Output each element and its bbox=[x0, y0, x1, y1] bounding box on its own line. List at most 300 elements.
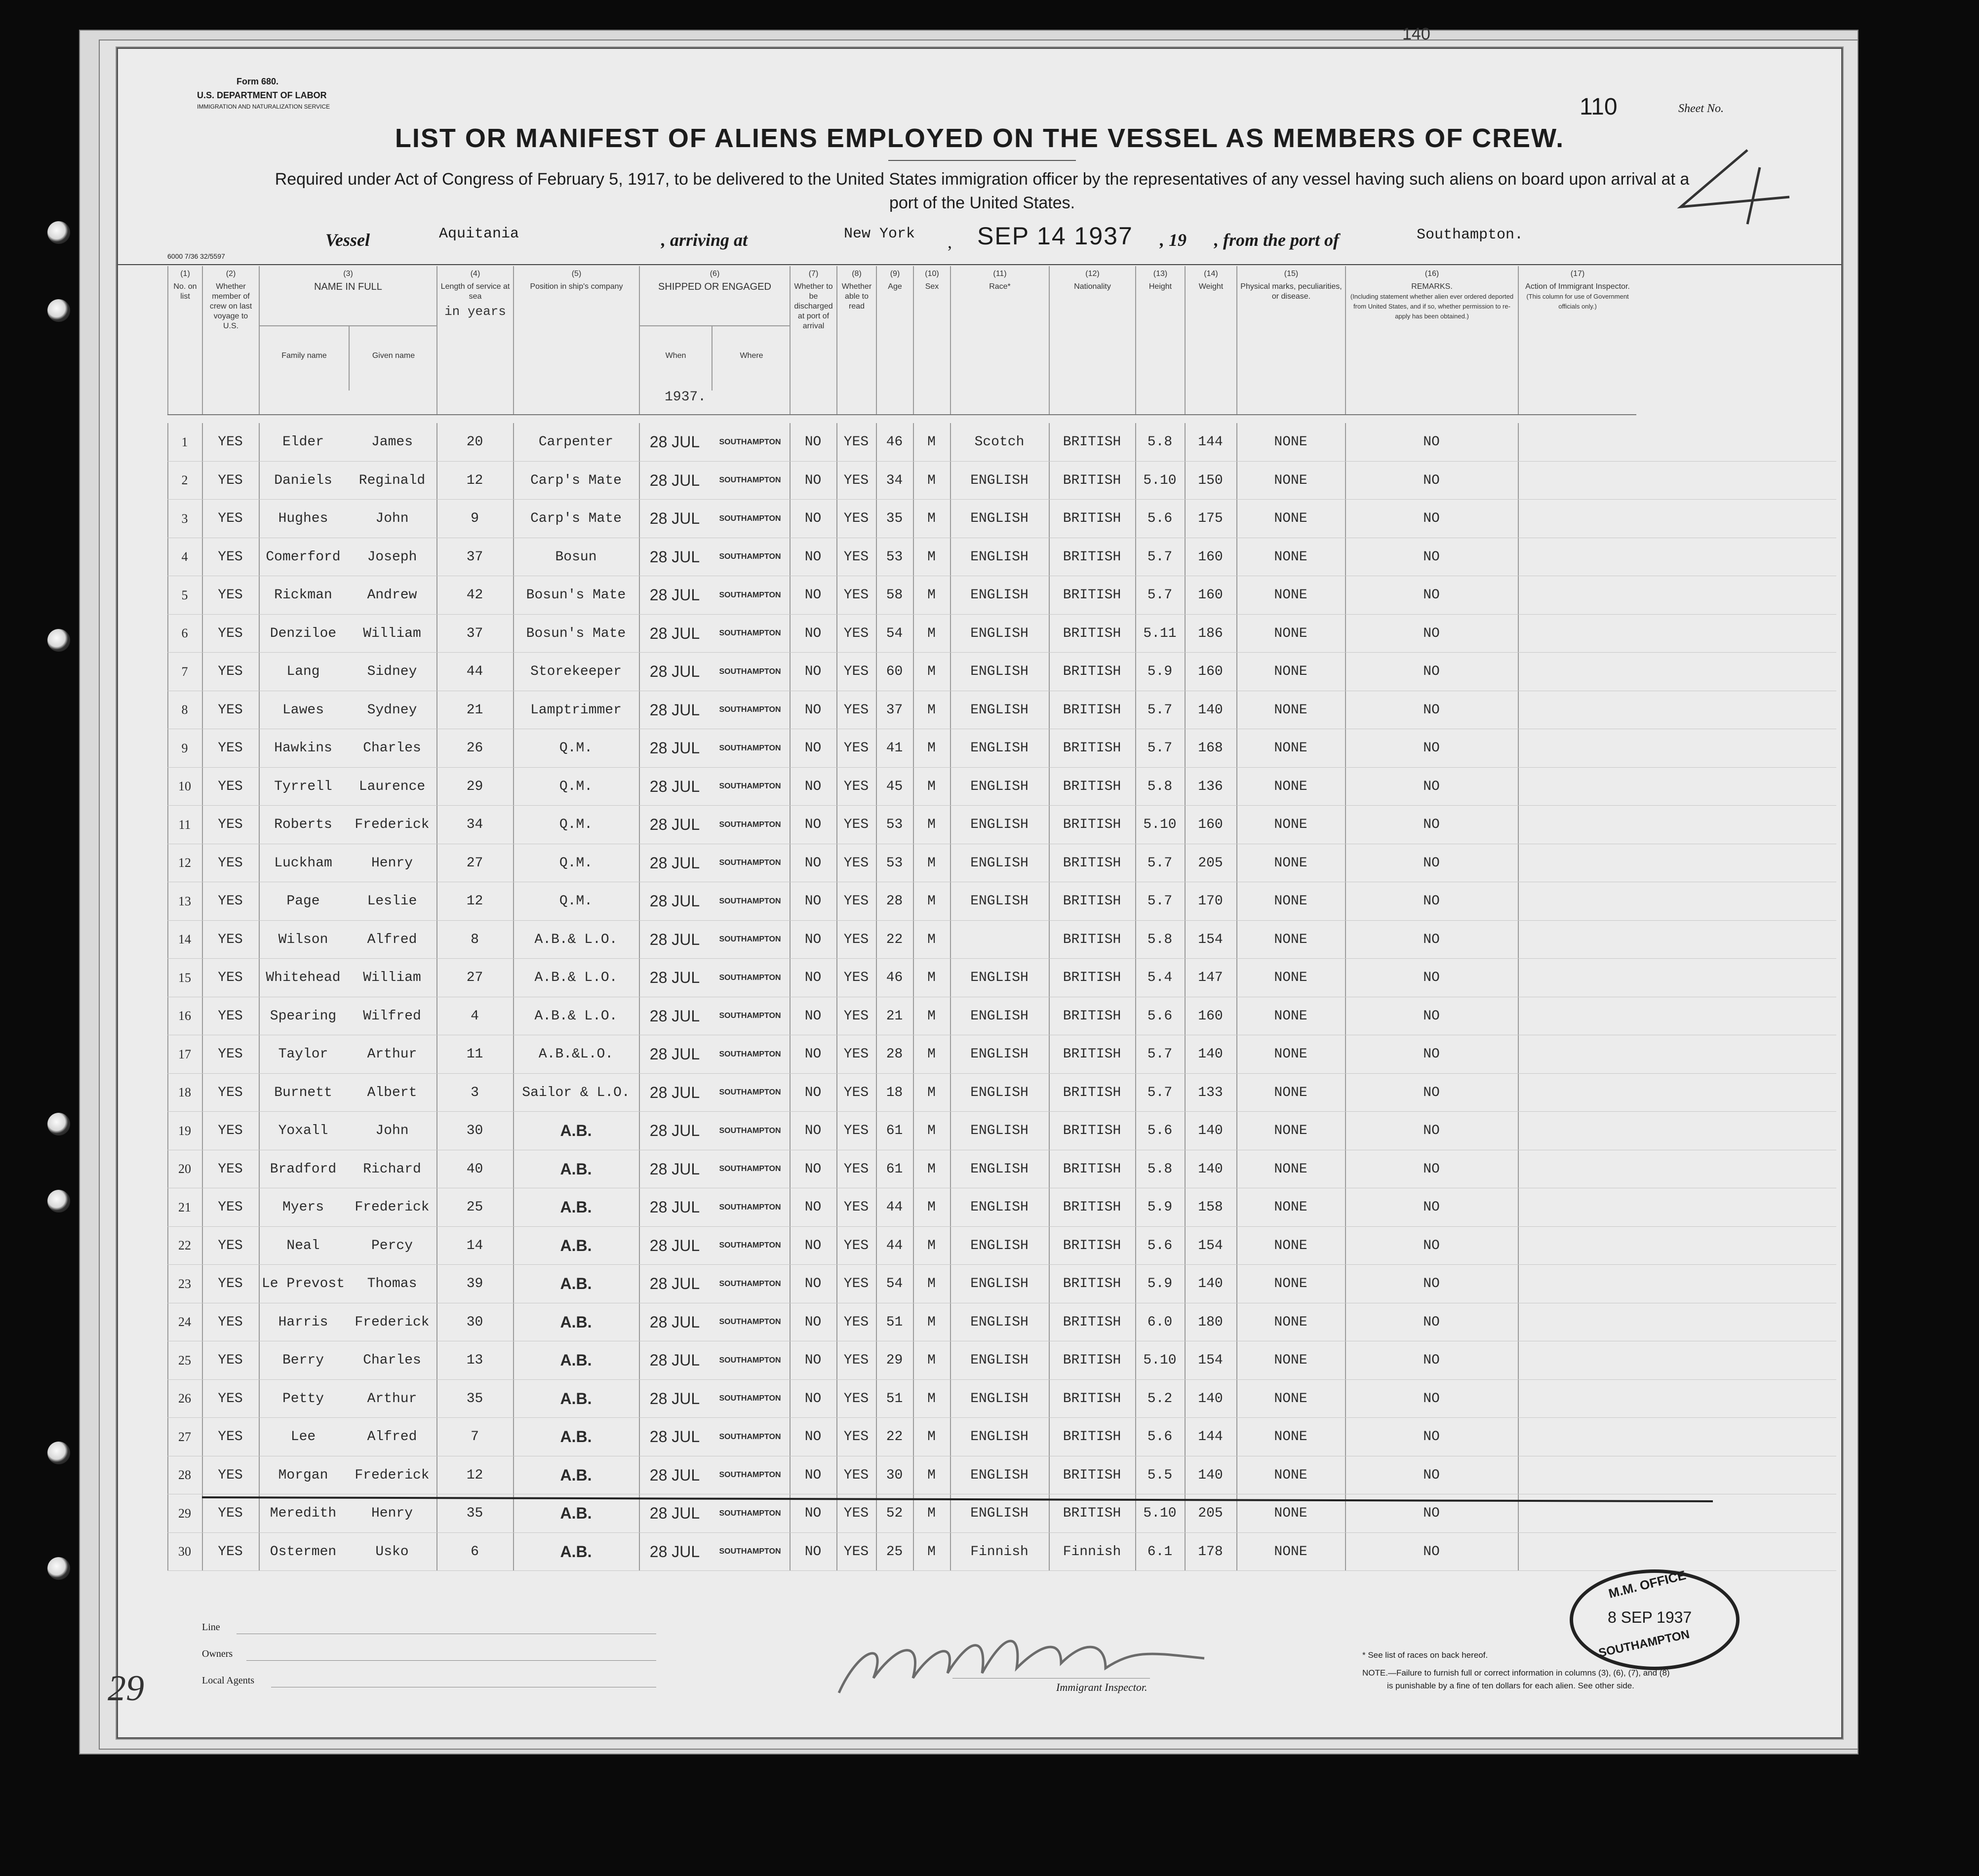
column-label: Race* bbox=[989, 282, 1011, 291]
cell-marks: NONE bbox=[1274, 1238, 1307, 1253]
cell-remarks: NO bbox=[1423, 970, 1440, 986]
cell-service: 34 bbox=[466, 817, 483, 833]
cell-where: SOUTHAMPTON bbox=[719, 1203, 781, 1212]
cell-when: 28 JUL bbox=[649, 1083, 700, 1101]
cell-no: 25 bbox=[178, 1353, 191, 1368]
column-divider bbox=[1518, 615, 1636, 653]
cell-service: 7 bbox=[471, 1429, 479, 1445]
cell-height: 5.6 bbox=[1147, 1008, 1173, 1024]
column-number: (10) bbox=[925, 270, 939, 278]
cell-sex: M bbox=[927, 741, 936, 756]
cell-when: 28 JUL bbox=[649, 1542, 700, 1561]
cell-position: Q.M. bbox=[559, 894, 593, 909]
departure-port: Southampton. bbox=[1417, 227, 1524, 243]
cell-nationality: Finnish bbox=[1063, 1544, 1121, 1560]
cell-position: Bosun bbox=[555, 549, 597, 565]
column-header bbox=[1049, 266, 1135, 414]
cell-sex: M bbox=[927, 1008, 936, 1024]
cell-nationality: BRITISH bbox=[1063, 1085, 1121, 1100]
cell-nationality: BRITISH bbox=[1063, 1008, 1121, 1024]
cell-discharged: NO bbox=[804, 1161, 822, 1177]
cell-read: YES bbox=[843, 1047, 869, 1062]
cell-read: YES bbox=[843, 1391, 869, 1407]
cell-last-voyage: YES bbox=[218, 1506, 243, 1522]
race-footnote: * See list of races on back hereof. bbox=[1362, 1650, 1488, 1660]
cell-service: 8 bbox=[471, 932, 479, 947]
cell-given: Thomas bbox=[367, 1276, 417, 1292]
cell-last-voyage: YES bbox=[218, 855, 243, 871]
cell-sex: M bbox=[927, 1544, 936, 1560]
cell-given: Charles bbox=[363, 1353, 421, 1368]
year-note: 1937. bbox=[665, 390, 707, 405]
cell-nationality: BRITISH bbox=[1063, 1238, 1121, 1253]
cell-marks: NONE bbox=[1274, 894, 1307, 909]
cell-discharged: NO bbox=[804, 1467, 822, 1483]
cell-last-voyage: YES bbox=[218, 1085, 243, 1100]
cell-discharged: NO bbox=[804, 702, 822, 718]
cell-where: SOUTHAMPTON bbox=[719, 552, 781, 561]
cell-position: A.B. bbox=[560, 1504, 592, 1523]
cell-service: 29 bbox=[466, 779, 483, 794]
cell-remarks: NO bbox=[1423, 741, 1440, 756]
cell-weight: 178 bbox=[1198, 1544, 1223, 1560]
cell-where: SOUTHAMPTON bbox=[719, 743, 781, 752]
cell-weight: 150 bbox=[1198, 472, 1223, 488]
column-number: (11) bbox=[993, 270, 1007, 278]
cell-where: SOUTHAMPTON bbox=[719, 629, 781, 638]
cell-given: Sydney bbox=[367, 702, 417, 718]
stamp-bottom-text: SOUTHAMPTON bbox=[1597, 1627, 1691, 1660]
cell-nationality: BRITISH bbox=[1063, 1353, 1121, 1368]
cell-service: 42 bbox=[466, 587, 483, 603]
cell-service: 25 bbox=[466, 1200, 483, 1215]
cell-when: 28 JUL bbox=[649, 433, 700, 451]
cell-marks: NONE bbox=[1274, 434, 1307, 450]
cell-position: Bosun's Mate bbox=[526, 625, 626, 641]
cell-when: 28 JUL bbox=[649, 1160, 700, 1178]
cell-read: YES bbox=[843, 434, 869, 450]
cell-weight: 154 bbox=[1198, 932, 1223, 947]
cell-remarks: NO bbox=[1423, 511, 1440, 527]
column-divider bbox=[1518, 1303, 1636, 1342]
cell-remarks: NO bbox=[1423, 1161, 1440, 1177]
column-header bbox=[836, 266, 876, 414]
cell-sex: M bbox=[927, 970, 936, 986]
cell-position: A.B. bbox=[560, 1389, 592, 1407]
cell-race: ENGLISH bbox=[970, 511, 1029, 527]
cell-discharged: NO bbox=[804, 1544, 822, 1560]
cell-where: SOUTHAMPTON bbox=[719, 1356, 781, 1365]
column-subheaders bbox=[640, 325, 790, 391]
cell-last-voyage: YES bbox=[218, 741, 243, 756]
cell-when: 28 JUL bbox=[649, 1045, 700, 1063]
cell-when: 28 JUL bbox=[649, 1389, 700, 1407]
cell-marks: NONE bbox=[1274, 817, 1307, 833]
cell-where: SOUTHAMPTON bbox=[719, 1432, 781, 1441]
cell-service: 37 bbox=[466, 549, 483, 565]
cell-position: Sailor & L.O. bbox=[522, 1085, 630, 1100]
cell-position: A.B. bbox=[560, 1236, 592, 1254]
cell-family: Lang bbox=[286, 664, 320, 680]
column-label: Height bbox=[1148, 282, 1172, 291]
cell-sex: M bbox=[927, 1506, 936, 1522]
crew-row bbox=[167, 653, 1636, 691]
cell-family: Rickman bbox=[274, 587, 332, 603]
cell-service: 44 bbox=[466, 664, 483, 680]
cell-race: ENGLISH bbox=[970, 1506, 1029, 1522]
cell-family: Wilson bbox=[278, 932, 328, 947]
cell-remarks: NO bbox=[1423, 1238, 1440, 1253]
cell-nationality: BRITISH bbox=[1063, 1391, 1121, 1407]
column-divider bbox=[1518, 921, 1636, 959]
cell-remarks: NO bbox=[1423, 1047, 1440, 1062]
column-number: (1) bbox=[180, 270, 190, 278]
cell-race: ENGLISH bbox=[970, 741, 1029, 756]
cell-race: ENGLISH bbox=[970, 587, 1029, 603]
cell-last-voyage: YES bbox=[218, 1008, 243, 1024]
cell-where: SOUTHAMPTON bbox=[719, 1126, 781, 1135]
cell-remarks: NO bbox=[1423, 1200, 1440, 1215]
binder-hole bbox=[47, 1190, 70, 1212]
crew-row bbox=[167, 1533, 1636, 1571]
cell-race: ENGLISH bbox=[970, 1391, 1029, 1407]
cell-nationality: BRITISH bbox=[1063, 1467, 1121, 1483]
cell-where: SOUTHAMPTON bbox=[719, 820, 781, 829]
cell-sex: M bbox=[927, 587, 936, 603]
cell-position: A.B. bbox=[560, 1160, 592, 1178]
cell-last-voyage: YES bbox=[218, 1123, 243, 1139]
cell-discharged: NO bbox=[804, 1391, 822, 1407]
cell-nationality: BRITISH bbox=[1063, 587, 1121, 603]
cell-sex: M bbox=[927, 1200, 936, 1215]
cell-weight: 168 bbox=[1198, 741, 1223, 756]
cell-weight: 140 bbox=[1198, 1161, 1223, 1177]
cell-marks: NONE bbox=[1274, 1467, 1307, 1483]
cell-discharged: NO bbox=[804, 549, 822, 565]
cell-weight: 170 bbox=[1198, 894, 1223, 909]
cell-height: 5.7 bbox=[1147, 587, 1173, 603]
cell-service: 35 bbox=[466, 1506, 483, 1522]
title-rule bbox=[888, 160, 1076, 161]
column-number: (6) bbox=[710, 270, 720, 278]
cell-service: 39 bbox=[466, 1276, 483, 1292]
cell-weight: 133 bbox=[1198, 1085, 1223, 1100]
cell-given: William bbox=[363, 625, 421, 641]
cell-marks: NONE bbox=[1274, 1200, 1307, 1215]
cell-sex: M bbox=[927, 549, 936, 565]
cell-remarks: NO bbox=[1423, 472, 1440, 488]
cell-marks: NONE bbox=[1274, 1008, 1307, 1024]
cell-family: Harris bbox=[278, 1314, 328, 1330]
cell-nationality: BRITISH bbox=[1063, 1314, 1121, 1330]
cell-when: 28 JUL bbox=[649, 509, 700, 528]
cell-when: 28 JUL bbox=[649, 1428, 700, 1446]
column-label: Whether able to read bbox=[841, 282, 872, 311]
cell-last-voyage: YES bbox=[218, 702, 243, 718]
cell-weight: 140 bbox=[1198, 1391, 1223, 1407]
cell-race: ENGLISH bbox=[970, 702, 1029, 718]
handwritten-page-count: 29 bbox=[108, 1668, 144, 1709]
cell-no: 9 bbox=[181, 741, 188, 755]
cell-height: 5.7 bbox=[1147, 741, 1173, 756]
cell-when: 28 JUL bbox=[649, 739, 700, 757]
cell-read: YES bbox=[843, 702, 869, 718]
cell-race: ENGLISH bbox=[970, 1429, 1029, 1445]
cell-race bbox=[950, 921, 1049, 959]
crew-row bbox=[167, 615, 1636, 653]
cell-service: 14 bbox=[466, 1238, 483, 1253]
cell-given: Reginald bbox=[358, 472, 426, 488]
cell-when: 28 JUL bbox=[649, 1504, 700, 1523]
column-number: (14) bbox=[1204, 270, 1218, 278]
cell-age: 54 bbox=[886, 1276, 903, 1292]
cell-sex: M bbox=[927, 932, 936, 947]
cell-age: 51 bbox=[886, 1391, 903, 1407]
cell-family: Hughes bbox=[278, 511, 328, 527]
cell-race: ENGLISH bbox=[970, 970, 1029, 986]
cell-family: Ostermen bbox=[270, 1544, 337, 1560]
cell-sex: M bbox=[927, 1276, 936, 1292]
column-divider bbox=[1518, 1112, 1636, 1150]
column-divider bbox=[1518, 538, 1636, 577]
cell-where: SOUTHAMPTON bbox=[719, 1279, 781, 1288]
cell-nationality: BRITISH bbox=[1063, 932, 1121, 947]
owners-rule bbox=[246, 1660, 656, 1661]
cell-marks: NONE bbox=[1274, 1544, 1307, 1560]
cell-given: John bbox=[375, 1123, 409, 1139]
cell-race: Finnish bbox=[970, 1544, 1029, 1560]
cell-discharged: NO bbox=[804, 741, 822, 756]
cell-marks: NONE bbox=[1274, 1161, 1307, 1177]
cell-no: 21 bbox=[178, 1200, 191, 1214]
arriving-label: , arriving at bbox=[661, 230, 748, 250]
cell-read: YES bbox=[843, 970, 869, 986]
cell-last-voyage: YES bbox=[218, 1429, 243, 1445]
cell-age: 28 bbox=[886, 1047, 903, 1062]
binder-hole bbox=[47, 1557, 70, 1580]
cell-sex: M bbox=[927, 1085, 936, 1100]
column-divider bbox=[1518, 1456, 1636, 1495]
cell-read: YES bbox=[843, 1085, 869, 1100]
column-label: Action of Immigrant Inspector. bbox=[1525, 282, 1630, 291]
cell-weight: 140 bbox=[1198, 1276, 1223, 1292]
cell-marks: NONE bbox=[1274, 779, 1307, 794]
column-header bbox=[1185, 266, 1236, 414]
cell-given: Arthur bbox=[367, 1391, 417, 1407]
column-divider bbox=[1518, 462, 1636, 500]
cell-race: ENGLISH bbox=[970, 817, 1029, 833]
cell-remarks: NO bbox=[1423, 779, 1440, 794]
cell-age: 51 bbox=[886, 1314, 903, 1330]
cell-sex: M bbox=[927, 1161, 936, 1177]
cell-race: ENGLISH bbox=[970, 549, 1029, 565]
cell-weight: 158 bbox=[1198, 1200, 1223, 1215]
cell-no: 26 bbox=[178, 1391, 191, 1406]
cell-sex: M bbox=[927, 1047, 936, 1062]
cell-no: 24 bbox=[178, 1315, 191, 1329]
cell-nationality: BRITISH bbox=[1063, 1506, 1121, 1522]
cell-position: A.B.& L.O. bbox=[534, 932, 618, 947]
cell-height: 6.0 bbox=[1147, 1314, 1173, 1330]
cell-last-voyage: YES bbox=[218, 1200, 243, 1215]
penalty-note-2: is punishable by a fine of ten dollars for each alien. See other side. bbox=[1387, 1681, 1634, 1690]
cell-height: 6.1 bbox=[1147, 1544, 1173, 1560]
cell-race: ENGLISH bbox=[970, 1200, 1029, 1215]
cell-marks: NONE bbox=[1274, 1391, 1307, 1407]
cell-service: 12 bbox=[466, 894, 483, 909]
cell-family: Myers bbox=[282, 1200, 324, 1215]
crew-row bbox=[167, 1303, 1636, 1342]
cell-position: Q.M. bbox=[559, 817, 593, 833]
column-divider bbox=[1518, 844, 1636, 883]
cell-remarks: NO bbox=[1423, 932, 1440, 947]
cell-age: 54 bbox=[886, 625, 903, 641]
cell-height: 5.7 bbox=[1147, 1085, 1173, 1100]
cell-marks: NONE bbox=[1274, 1047, 1307, 1062]
crew-row bbox=[167, 1112, 1636, 1150]
cell-age: 61 bbox=[886, 1161, 903, 1177]
cell-nationality: BRITISH bbox=[1063, 702, 1121, 718]
cell-position: Q.M. bbox=[559, 779, 593, 794]
cell-remarks: NO bbox=[1423, 1085, 1440, 1100]
cell-service: 9 bbox=[471, 511, 479, 527]
column-label: Weight bbox=[1198, 282, 1224, 291]
cell-no: 1 bbox=[181, 434, 188, 449]
cell-sex: M bbox=[927, 855, 936, 871]
stamp-date: 8 SEP 1937 bbox=[1608, 1608, 1692, 1626]
crew-row bbox=[167, 1188, 1636, 1227]
cell-where: SOUTHAMPTON bbox=[719, 1241, 781, 1250]
owners-label: Owners bbox=[202, 1648, 233, 1659]
cell-no: 28 bbox=[178, 1468, 191, 1483]
cell-race: ENGLISH bbox=[970, 1238, 1029, 1253]
cell-age: 53 bbox=[886, 549, 903, 565]
cell-race: ENGLISH bbox=[970, 1276, 1029, 1292]
cell-given: Leslie bbox=[367, 894, 417, 909]
cell-service: 27 bbox=[466, 970, 483, 986]
form-number: Form 680. bbox=[237, 77, 279, 86]
cell-where: SOUTHAMPTON bbox=[719, 859, 781, 867]
cell-last-voyage: YES bbox=[218, 1353, 243, 1368]
cell-height: 5.10 bbox=[1143, 817, 1177, 833]
column-label: Length of service at sea bbox=[440, 282, 510, 301]
cell-given: Charles bbox=[363, 741, 421, 756]
column-divider bbox=[1518, 1035, 1636, 1074]
cell-family: Petty bbox=[282, 1391, 324, 1407]
cell-family: Comerford bbox=[266, 549, 341, 565]
cell-discharged: NO bbox=[804, 1200, 822, 1215]
cell-marks: NONE bbox=[1274, 855, 1307, 871]
inspector-label: Immigrant Inspector. bbox=[1056, 1681, 1148, 1693]
cell-service: 6 bbox=[471, 1544, 479, 1560]
crew-row bbox=[167, 691, 1636, 730]
cell-age: 53 bbox=[886, 855, 903, 871]
penalty-note-1: NOTE.—Failure to furnish full or correct information in columns (3), (6), (7), and (8) bbox=[1362, 1668, 1670, 1678]
column-label: NAME IN FULL bbox=[314, 281, 382, 292]
cell-where: SOUTHAMPTON bbox=[719, 667, 781, 676]
cell-marks: NONE bbox=[1274, 1314, 1307, 1330]
cell-where: SOUTHAMPTON bbox=[719, 1088, 781, 1097]
column-number: (7) bbox=[808, 270, 819, 278]
cell-sex: M bbox=[927, 1353, 936, 1368]
cell-remarks: NO bbox=[1423, 1008, 1440, 1024]
column-number: (16) bbox=[1425, 270, 1439, 278]
cell-given: Wilfred bbox=[363, 1008, 421, 1024]
cell-discharged: NO bbox=[804, 1276, 822, 1292]
cell-age: 45 bbox=[886, 779, 903, 794]
inspector-signature bbox=[829, 1619, 1214, 1703]
column-note: (This column for use of Government officials only.) bbox=[1526, 293, 1629, 310]
column-divider bbox=[1518, 576, 1636, 615]
binder-hole bbox=[47, 299, 70, 322]
cell-no: 27 bbox=[178, 1429, 191, 1444]
back-page-sheet-number: 140 bbox=[1402, 25, 1430, 43]
form-service: IMMIGRATION AND NATURALIZATION SERVICE bbox=[197, 103, 330, 110]
cell-position: A.B. bbox=[560, 1313, 592, 1331]
cell-discharged: NO bbox=[804, 587, 822, 603]
column-divider bbox=[1518, 729, 1636, 768]
cell-read: YES bbox=[843, 1506, 869, 1522]
crew-row bbox=[167, 1494, 1636, 1533]
column-divider bbox=[1518, 1150, 1636, 1189]
cell-given: Andrew bbox=[367, 587, 417, 603]
cell-read: YES bbox=[843, 1238, 869, 1253]
column-number: (9) bbox=[890, 270, 900, 278]
cell-last-voyage: YES bbox=[218, 549, 243, 565]
cell-family: Hawkins bbox=[274, 741, 332, 756]
cell-given: John bbox=[375, 511, 409, 527]
cell-sex: M bbox=[927, 434, 936, 450]
cell-height: 5.6 bbox=[1147, 1429, 1173, 1445]
cell-when: 28 JUL bbox=[649, 547, 700, 566]
column-divider bbox=[1518, 1418, 1636, 1456]
crew-row bbox=[167, 500, 1636, 538]
column-subheader: When bbox=[665, 352, 686, 360]
cell-nationality: BRITISH bbox=[1063, 1161, 1121, 1177]
cell-position: Bosun's Mate bbox=[526, 587, 626, 603]
cell-age: 52 bbox=[886, 1506, 903, 1522]
column-header bbox=[1518, 266, 1636, 414]
cell-discharged: NO bbox=[804, 1085, 822, 1100]
cell-when: 28 JUL bbox=[649, 586, 700, 604]
column-subheader: Family name bbox=[281, 352, 327, 360]
cell-last-voyage: YES bbox=[218, 932, 243, 947]
cell-when: 28 JUL bbox=[649, 969, 700, 987]
cell-discharged: NO bbox=[804, 472, 822, 488]
cell-position: Q.M. bbox=[559, 855, 593, 871]
cell-where: SOUTHAMPTON bbox=[719, 1471, 781, 1480]
cell-read: YES bbox=[843, 1123, 869, 1139]
cell-discharged: NO bbox=[804, 1047, 822, 1062]
cell-age: 30 bbox=[886, 1467, 903, 1483]
cell-where: SOUTHAMPTON bbox=[719, 590, 781, 599]
cell-read: YES bbox=[843, 1429, 869, 1445]
cell-last-voyage: YES bbox=[218, 779, 243, 794]
cell-no: 23 bbox=[178, 1276, 191, 1291]
cell-last-voyage: YES bbox=[218, 970, 243, 986]
column-header bbox=[950, 266, 1049, 414]
cell-age: 44 bbox=[886, 1238, 903, 1253]
crew-row bbox=[167, 1456, 1636, 1495]
column-note: in years bbox=[444, 304, 506, 319]
column-header bbox=[167, 266, 202, 414]
cell-position: Storekeeper bbox=[530, 664, 622, 680]
column-header bbox=[639, 266, 790, 414]
column-divider bbox=[1518, 1265, 1636, 1303]
cell-given: Frederick bbox=[355, 817, 430, 833]
vessel-label: Vessel bbox=[325, 230, 370, 250]
cell-remarks: NO bbox=[1423, 1467, 1440, 1483]
